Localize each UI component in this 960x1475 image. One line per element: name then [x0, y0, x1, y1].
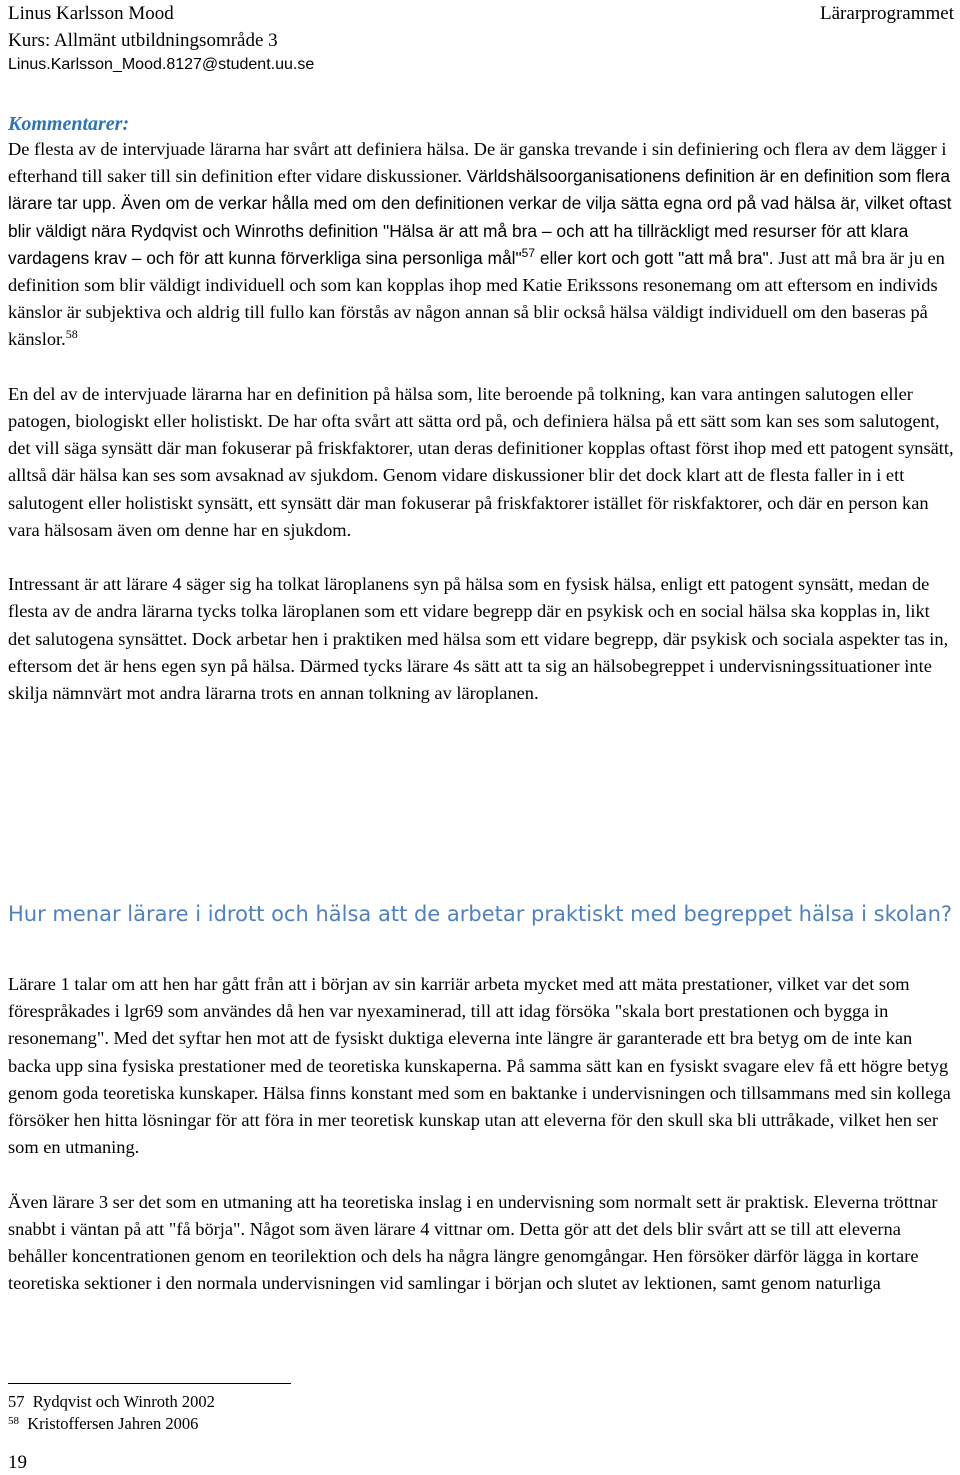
paragraph-text: eller kort och gott "att må bra". — [535, 247, 779, 268]
comments-heading: Kommentarer: — [8, 113, 130, 135]
comments-paragraph-3: Intressant är att lärare 4 säger sig ha tolkat läroplanens syn på hälsa som en fysisk hälsa, enligt ett patogent synsätt, medan de flesta av de andra lärarna tycks tolka läroplanen som ett vidare begrepp där en psykisk och en social hälsa ska kopplas in, likt det salutogena synsättet. Dock arbetar hen i praktiken med hälsa som ett vidare begrepp, där psykisk och sociala aspekter tas in, eftersom det är hens egen syn på hälsa. Därmed tycks lärare 4s sätt att ta sig an hälsobegreppet i undervisningssituationer inte skilja nämnvärt mot andra lärarna trots en annan tolkning av läroplanen. — [8, 574, 949, 704]
paragraph-text: Just att må bra är ju en definition som blir väldigt individuell och som kan kopplas ihop med Katie Erikssons resonemang om att eftersom en individs känslor är subjektiva och aldrig till fullo kan förstås av någon annan så blir också hälsa väldigt individuell om den baseras på känslor. — [8, 247, 945, 350]
comments-paragraph-2: En del av de intervjuade lärarna har en definition på hälsa som, lite beroende på tolkning, kan vara antingen salutogen eller patogen, biologiskt eller holistiskt. De har ofta svårt att sätta ord på, och definiera hälsa på ett sätt som kan ses som salutogent, det vill säga synsätt där man fokuserar på friskfaktorer, utan deras definitioner kopplas oftast först ihop med ett patogent synsätt, alltså där hälsa kan ses som avsaknad av sjukdom. Genom vidare diskussioner blir det dock klart att de flesta faller in i ett salutogent eller holistiskt synsätt, ett synsätt där man fokuserar på friskfaktorer istället för riskfaktorer, och där en person kan vara hälsosam även om denne har en sjukdom. — [8, 383, 954, 540]
footnote-ref-57[interactable]: 57 — [521, 245, 536, 260]
footnote-number: 58 — [8, 1415, 19, 1427]
footnote-57 — [8, 1391, 215, 1413]
paragraph-text: De flesta av de intervjuade lärarna har svårt att definiera hälsa. De är ganska trevande i sin definiering och flera av dem lägger i efterhand till saker till sin definition efter vidare diskussioner. — [8, 139, 947, 187]
footnote-separator — [8, 1383, 291, 1384]
section-body — [8, 971, 954, 1325]
program-name: Lärarprogrammet — [820, 3, 954, 24]
section-paragraph-1: Lärare 1 talar om att hen har gått från att i början av sin karriär arbeta mycket med att mäta prestationer, vilket var det som förespråkades i lgr69 som användes då hen var nyexaminerad, till att idag försöka "skala bort prestationen och bygga in resonemang". Med det syftar hen mot att de fysiskt duktiga eleverna inte längre är garanterade ett bra betyg om de inte kan backa upp sina fysiska prestationer med de teoretiska kunskaperna. På samma sätt kan en fysiskt svagare elev få ett högre betyg genom goda teoretiska kunskaper. Hälsa finns konstant med som en baktanke i undervisningen och tillsammans med sin kollega försöker hen hitta lösningar för att föra in mer teoretisk kunskap utan att eleverna för den skull ska bli uttråkade, vilket hen ser som en utmaning. — [8, 974, 951, 1158]
footnote-number: 57 — [8, 1392, 25, 1411]
author-email: Linus.Karlsson_Mood.8127@student.uu.se — [8, 56, 315, 73]
section-paragraph-2: Även lärare 3 ser det som en utmaning att ha teoretiska inslag i en undervisning som normalt sett är praktisk. Eleverna tröttnar snabbt i väntan på att "få börja". Något som även lärare 4 vittnar om. Detta gör att det dels blir svårt att se till att eleverna behåller koncentrationen genom en teorilektion och dels ha några längre genomgångar. Hen försöker därför lägga in kortare teoretiska sektioner i den normala undervisningen vid samlingar i början och slutet av lektionen, samt genom naturliga — [8, 1191, 938, 1294]
comments-paragraph-1 — [8, 136, 954, 354]
footnote-text: Kristoffersen Jahren 2006 — [27, 1414, 199, 1433]
author-name: Linus Karlsson Mood — [8, 3, 174, 24]
section-heading: Hur menar lärare i idrott och hälsa att de arbetar praktiskt med begreppet hälsa i skolan? — [8, 902, 953, 926]
course-name: Kurs: Allmänt utbildningsområde 3 — [8, 30, 278, 51]
footnote-text: Rydqvist och Winroth 2002 — [32, 1392, 215, 1411]
footnote-58 — [8, 1413, 215, 1435]
page-header-left — [8, 0, 314, 75]
footnotes — [8, 1391, 215, 1435]
comments-body — [8, 136, 954, 734]
footnote-ref-58[interactable]: 58 — [65, 327, 78, 342]
page-number: 19 — [8, 1452, 27, 1473]
paragraph-text: Världshälsoorganisationens definition är en definition som flera lärare tar upp. Även om de verkar hålla med om den definitionen verkar de vilja sätta egna ord på vad hälsa är, vilket oftast blir väldigt nära Rydqvist och Winroths definition "Hälsa är att må bra – och att ha tillräckligt med resurser för att klara vardagens krav – och för att kunna förverkliga sina personliga mål" — [8, 166, 952, 268]
